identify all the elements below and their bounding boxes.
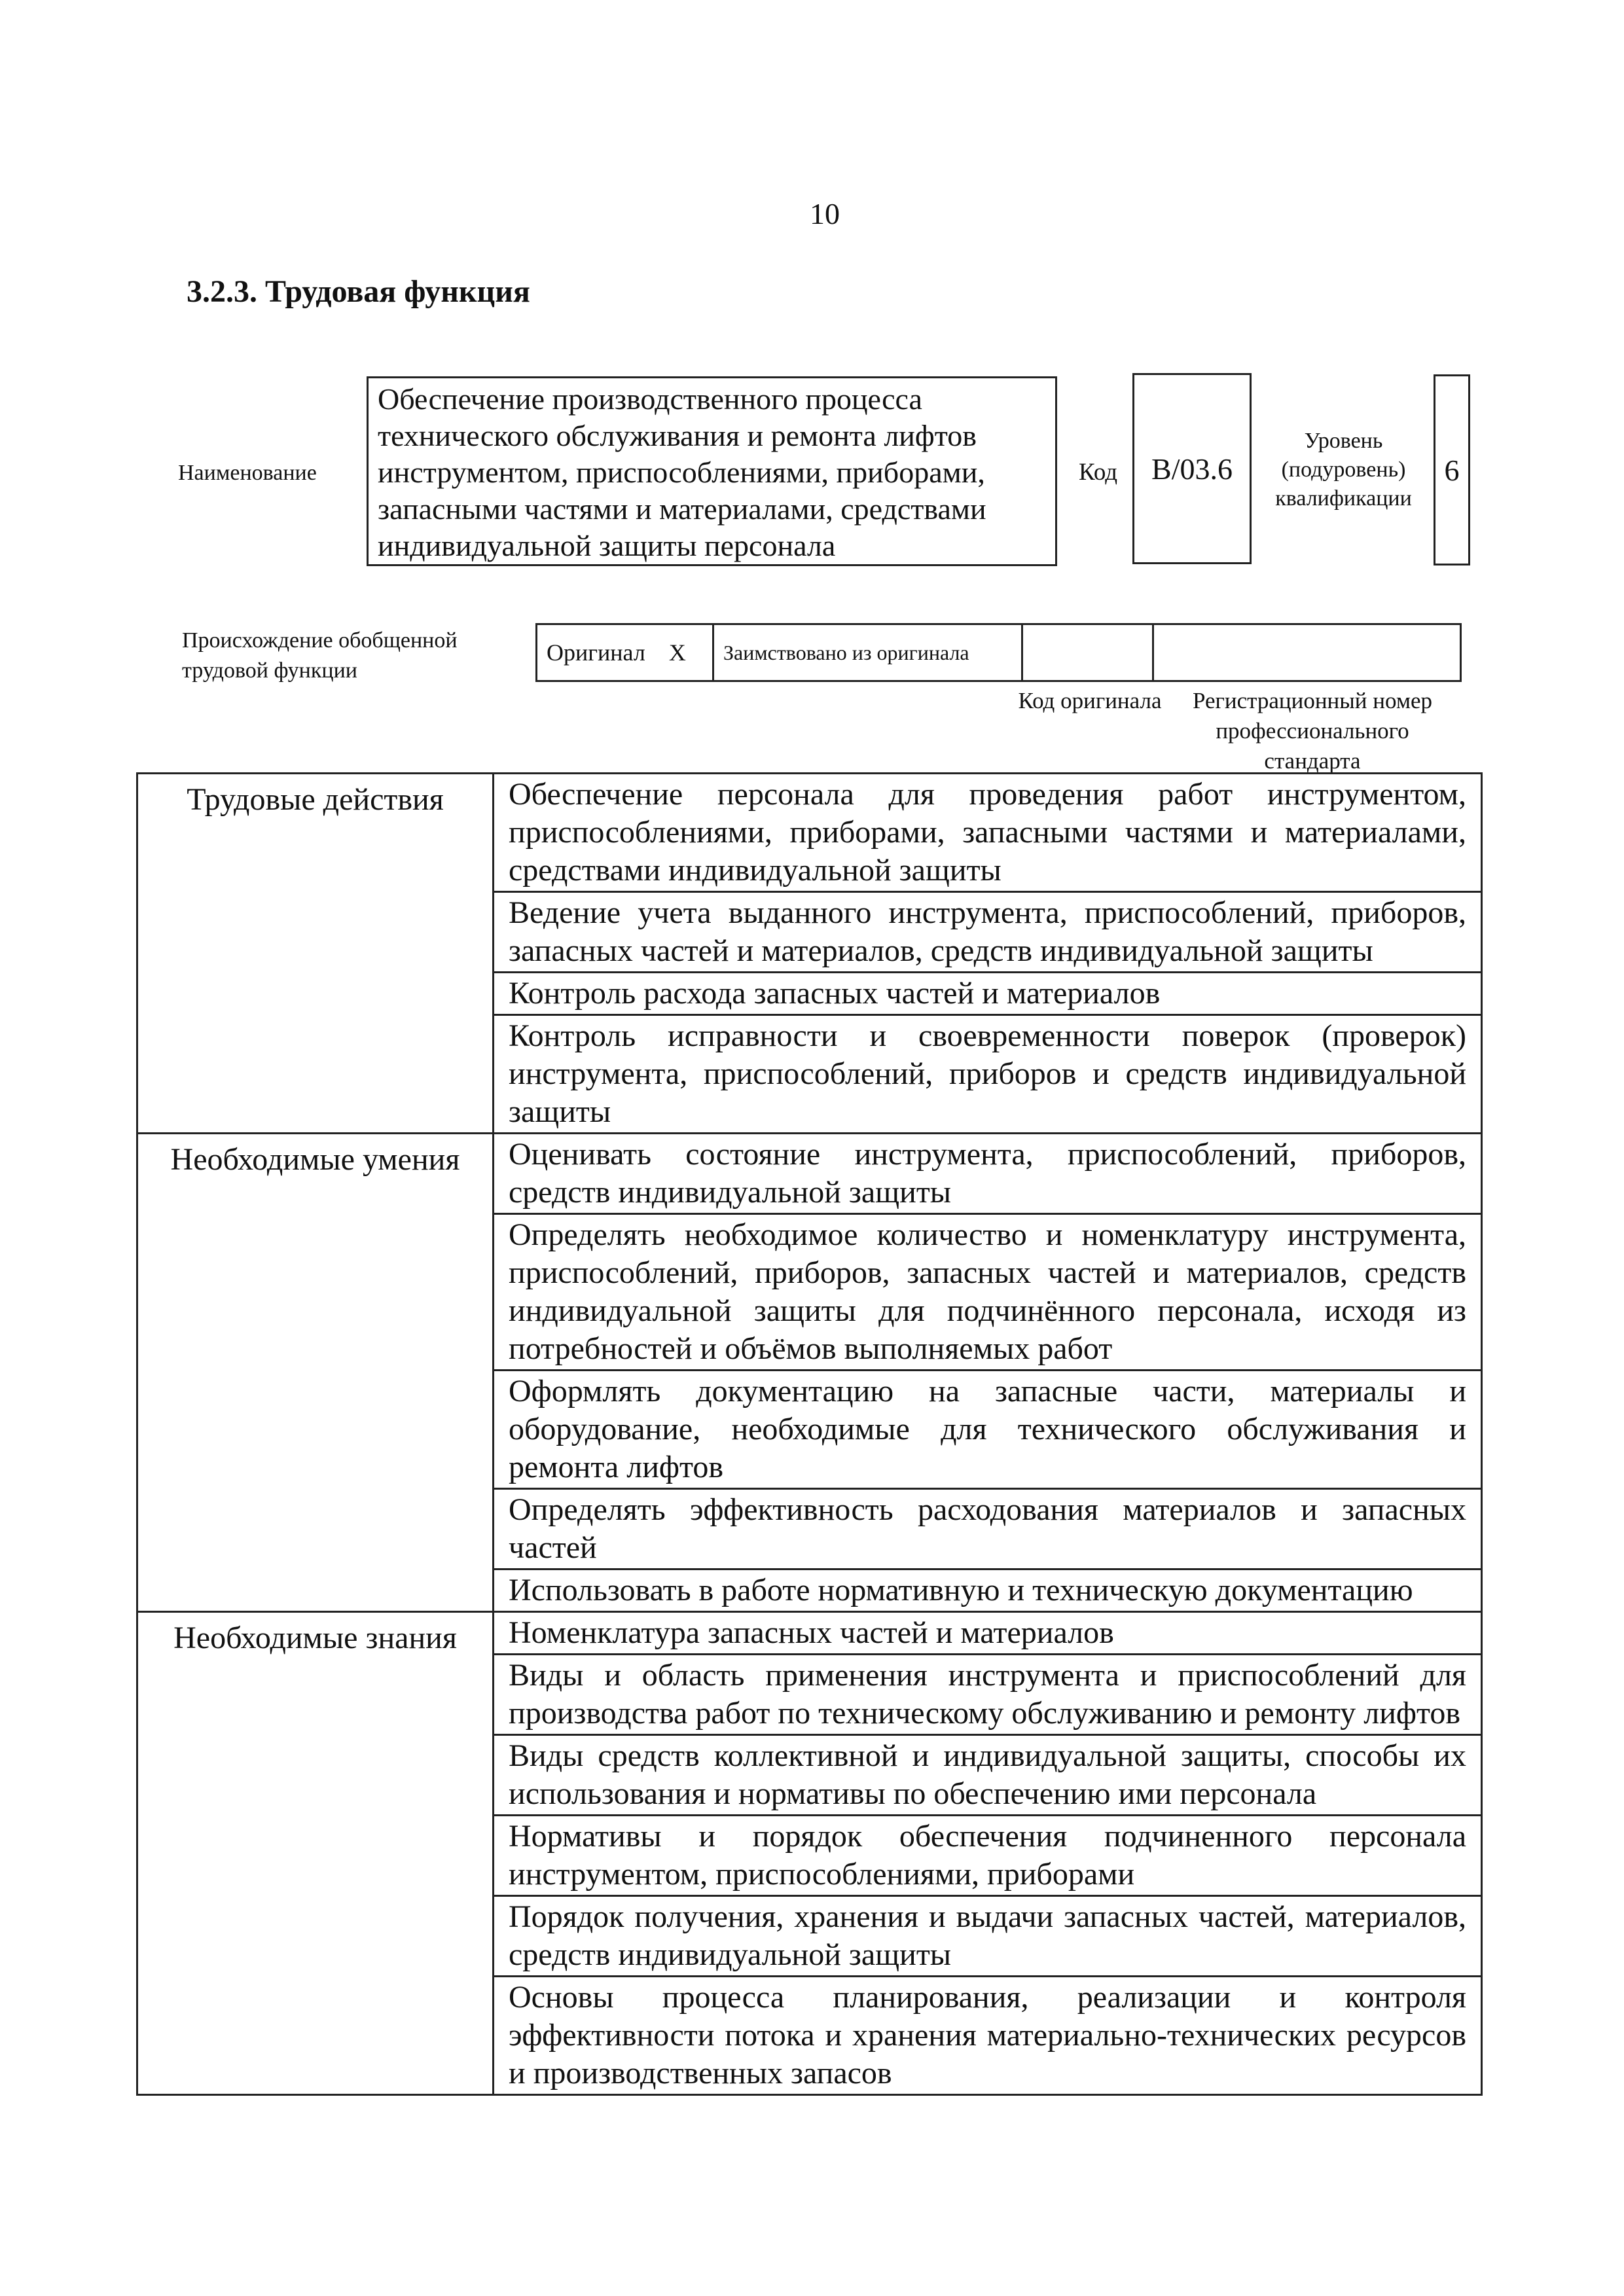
origin-borrowed-cell [714,625,1023,680]
origin-row [535,623,1462,682]
section-item-cell: Оценивать состояние инструмента, приспособлений, приборов, средств индивидуальной защиты [494,1134,1482,1214]
origin-code-cell [1023,625,1154,680]
page-number: 10 [810,197,840,230]
origin-reg-number-cell [1154,625,1460,680]
section-category-cell: Трудовые действия [137,774,494,1134]
section-category-cell: Необходимые знания [137,1612,494,2095]
section-item-cell: Виды и область применения инструмента и приспособлений для производства работ по техническому обслуживанию и ремонту лифтов [494,1655,1482,1735]
code-value: B/03.6 [1132,373,1252,564]
section-item-cell: Нормативы и порядок обеспечения подчиненного персонала инструментом, приспособлениями, приборами [494,1816,1482,1896]
origin-original-mark: X [668,639,686,666]
section-item-cell: Определять необходимое количество и номенклатуру инструмента, приспособлений, приборов, запасных частей и материалов, средств индивидуальной защиты для подчинённого персонала, исходя из потребностей и объёмов выполняемых работ [494,1214,1482,1371]
section-item-cell: Использовать в работе нормативную и техническую документацию [494,1570,1482,1612]
origin-borrowed-label: Заимствовано из оригинала [723,640,969,664]
section-item-cell: Оформлять документацию на запасные части, материалы и оборудование, необходимые для технического обслуживания и ремонта лифтов [494,1371,1482,1489]
caption-registration-number: Регистрационный номер профессионального стандарта [1192,688,1433,774]
table-row [137,1612,1482,1655]
section-item-cell: Номенклатура запасных частей и материалов [494,1612,1482,1655]
qualification-level-label: Уровень (подуровень) квалификации [1275,429,1412,511]
code-label: Код [1079,459,1118,486]
qualification-level-value: 6 [1434,374,1470,565]
section-category-cell: Необходимые умения [137,1134,494,1612]
caption-original-code: Код оригинала [1018,688,1162,713]
table-row [137,1134,1482,1214]
section-item-cell: Контроль исправности и своевременности поверок (проверок) инструмента, приспособлений, приборов и средств индивидуальной защиты [494,1015,1482,1134]
section-title: 3.2.3. Трудовая функция [187,274,530,309]
section-item-cell: Определять эффективность расходования материалов и запасных частей [494,1489,1482,1570]
labor-function-table [136,772,1483,2096]
section-item-cell: Ведение учета выданного инструмента, приспособлений, приборов, запасных частей и материалов, средств индивидуальной защиты [494,892,1482,973]
origin-label: Происхождение обобщенной трудовой функции [182,628,458,683]
origin-original-cell [537,625,714,680]
table-row [137,774,1482,892]
section-item-cell: Основы процесса планирования, реализации и контроля эффективности потока и хранения материально-технических ресурсов и производственных запасов [494,1977,1482,2095]
name-label: Наименование [178,461,317,485]
section-item-cell: Виды средств коллективной и индивидуальной защиты, способы их использования и нормативы по обеспечению ими персонала [494,1735,1482,1816]
function-name-value: Обеспечение производственного процесса технического обслуживания и ремонта лифтов инструментом, приспособлениями, приборами, запасными частями и материалами, средствами индивидуальной защиты персонала [367,376,1057,566]
origin-original-label: Оригинал [547,639,645,666]
section-item-cell: Обеспечение персонала для проведения работ инструментом, приспособлениями, приборами, запасными частями и материалами, средствами индивидуальной защиты [494,774,1482,892]
section-item-cell: Порядок получения, хранения и выдачи запасных частей, материалов, средств индивидуальной защиты [494,1896,1482,1977]
section-item-cell: Контроль расхода запасных частей и материалов [494,973,1482,1015]
